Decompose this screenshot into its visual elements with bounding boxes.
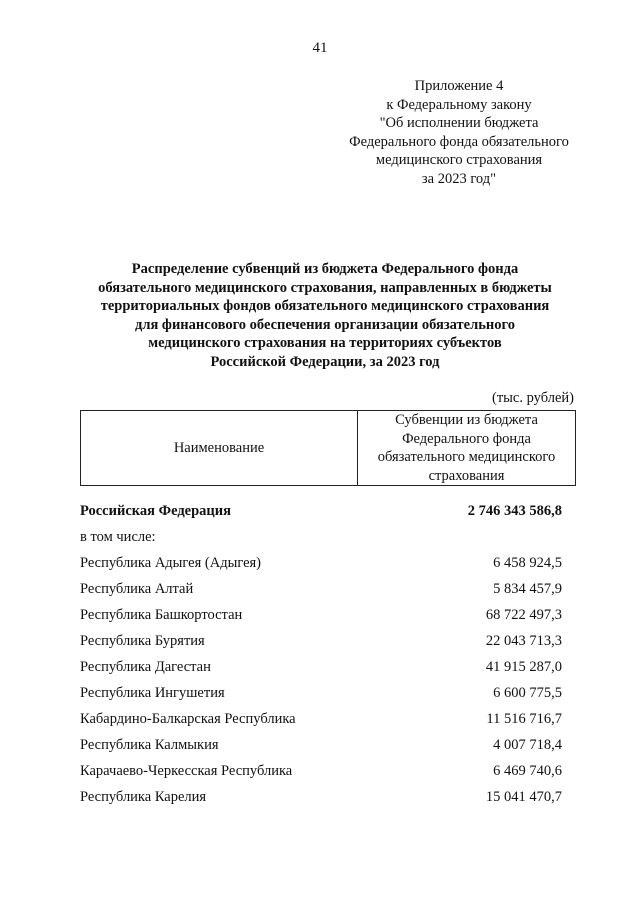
appendix-line: за 2023 год" — [421, 170, 497, 187]
row-value: 68 722 497,3 — [485, 607, 562, 623]
table-row — [80, 628, 576, 654]
row-value: 2 746 343 586,8 — [467, 503, 562, 519]
header-value-line: обязательного медицинского — [377, 449, 556, 466]
page-number: 41 — [312, 40, 328, 56]
document-title — [70, 260, 580, 372]
table-row — [80, 758, 576, 784]
table-row-subheading — [80, 524, 576, 550]
appendix-line: медицинского страхования — [375, 152, 543, 169]
table-row — [80, 706, 576, 732]
row-name: Республика Алтай — [80, 581, 194, 597]
row-name: Карачаево-Черкесская Республика — [80, 763, 293, 779]
table-row — [80, 602, 576, 628]
row-value: 11 516 716,7 — [486, 711, 562, 727]
table-row — [80, 784, 576, 810]
table-header — [80, 410, 576, 486]
header-value-line: страхования — [428, 467, 505, 484]
row-value: 5 834 457,9 — [493, 581, 562, 597]
appendix-line: Федерального фонда обязательного — [349, 133, 569, 150]
row-value: 6 458 924,5 — [493, 555, 562, 571]
header-value-column — [358, 411, 576, 486]
table-row — [80, 550, 576, 576]
appendix-block — [334, 77, 584, 189]
header-value-line: Субвенции из бюджета — [395, 412, 538, 428]
appendix-line: Приложение 4 — [414, 78, 504, 94]
appendix-line: "Об исполнении бюджета — [379, 115, 539, 132]
row-name: Российская Федерация — [80, 503, 231, 519]
row-name: Республика Башкортостан — [80, 607, 243, 623]
table-row — [80, 576, 576, 602]
table-row — [80, 732, 576, 758]
row-value: 6 469 740,6 — [493, 763, 562, 779]
title-line: обязательного медицинского страхования, направленных в бюджеты — [98, 279, 552, 296]
row-name: Кабардино-Балкарская Республика — [80, 711, 296, 727]
header-value-line: Федерального фонда — [402, 430, 531, 447]
table-row — [80, 680, 576, 706]
row-name: Республика Бурятия — [80, 633, 205, 649]
title-line: Российской Федерации, за 2023 год — [210, 353, 440, 370]
title-line: для финансового обеспечения организации обязательного — [134, 316, 516, 333]
header-name-column: Наименование — [81, 411, 358, 486]
table-body — [80, 498, 576, 810]
table-row — [80, 654, 576, 680]
title-line: Распределение субвенций из бюджета Федерального фонда — [131, 261, 519, 277]
row-value: 6 600 775,5 — [493, 685, 562, 701]
row-name: в том числе: — [80, 529, 156, 545]
title-line: территориальных фондов обязательного медицинского страхования — [100, 298, 550, 315]
appendix-line: к Федеральному закону — [386, 96, 532, 113]
row-name: Республика Адыгея (Адыгея) — [80, 555, 262, 571]
units-label: (тыс. рублей) — [492, 390, 574, 406]
row-name: Республика Калмыкия — [80, 737, 219, 753]
row-value: 15 041 470,7 — [485, 789, 562, 805]
table-row-total — [80, 498, 576, 524]
row-name: Республика Карелия — [80, 789, 207, 805]
row-value: 41 915 287,0 — [485, 659, 562, 675]
row-name: Республика Ингушетия — [80, 685, 225, 701]
row-value: 22 043 713,3 — [485, 633, 562, 649]
row-value: 4 007 718,4 — [493, 737, 562, 753]
row-name: Республика Дагестан — [80, 659, 211, 675]
title-line: медицинского страхования на территориях субъектов — [148, 335, 502, 352]
